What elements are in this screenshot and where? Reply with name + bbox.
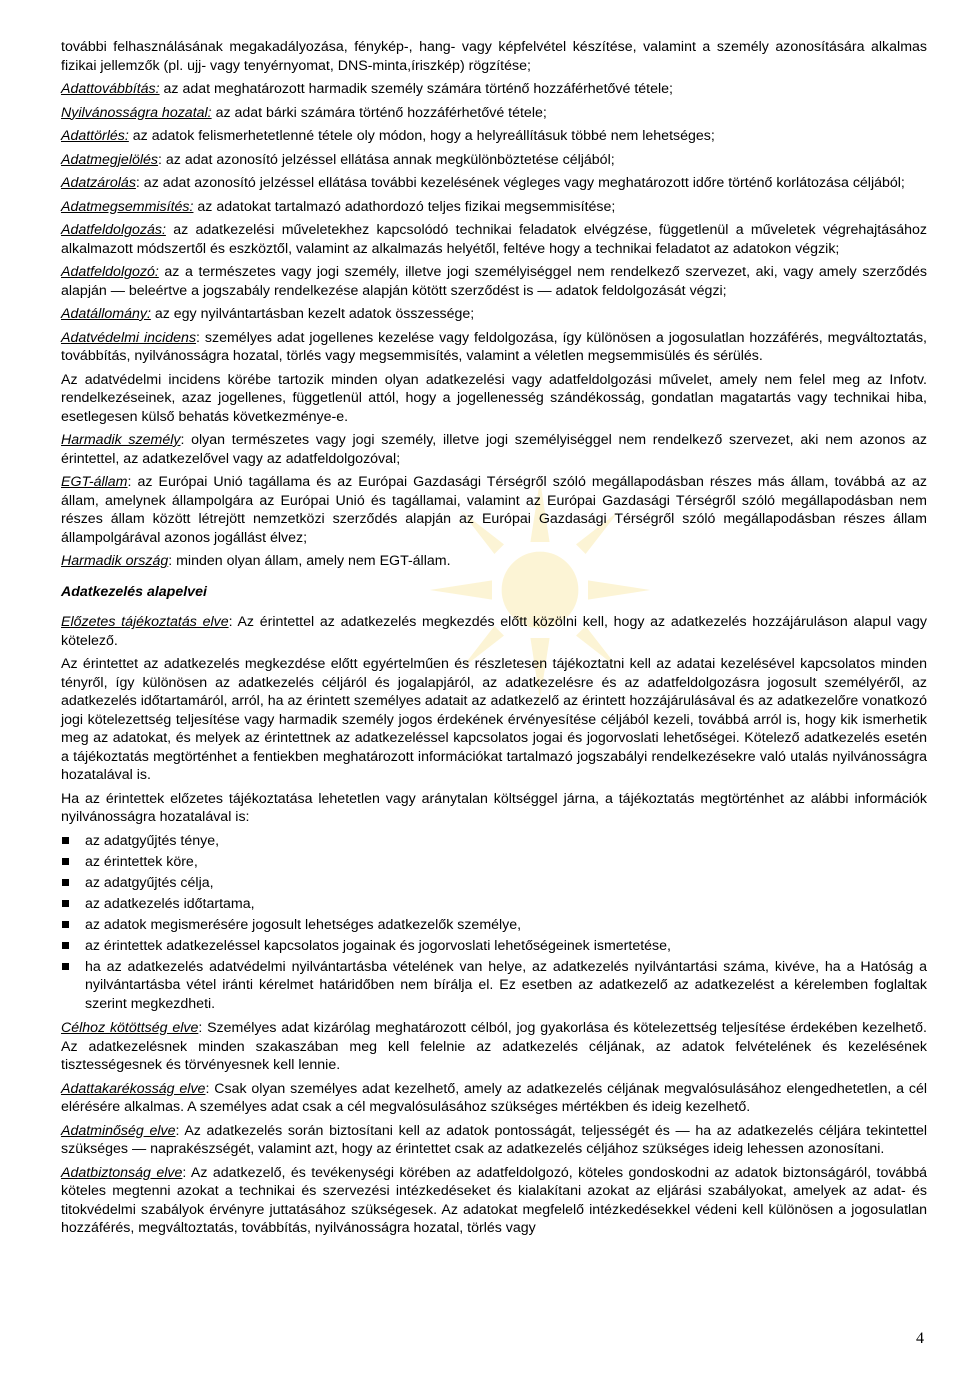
body-paragraph [61, 371, 927, 427]
definition-paragraph [61, 104, 927, 123]
paragraph-text: : Az adatkezelés során biztosítani kell az adatok pontosságát, teljességét és — ha az adatkezelés céljára tekintettel szükséges — naprakészségét, valamint azt, hogy az érintettet csak az adatkezelés céljához szükséges ideig lehessen azonosítani. [61, 1122, 927, 1157]
term-label: Harmadik ország [61, 553, 169, 569]
term-label: Előzetes tájékoztatás elve [61, 614, 229, 630]
definition-paragraph [61, 80, 927, 99]
term-label: Nyilvánosságra hozatal: [61, 104, 212, 121]
paragraph-text: az adatok felismerhetetlenné tétele oly módon, hogy a helyreállításuk többé nem lehetséges; [128, 128, 715, 144]
paragraph-text: Ha az érintettek előzetes tájékoztatása lehetetlen vagy aránytalan költséggel járna, a tájékoztatás megtörténhet az alábbi információk nyilvánosságra hozatalával is: [61, 790, 927, 825]
paragraph-text: : az Európai Unió tagállama és az Európai Gazdasági Térségről szóló megállapodásban részes más állam, továbbá az az állam, amelynek állampolgára az Európai Unió és tagállamai, valamint az Európai Gazdasági Térségről szóló megállapodásban nem részes állam között létrejött nemzetközi szerződés alapján az Európai Gazdasági Térségről szóló megállapodásban részes állam állampolgárával azonos jogállást élvez; [61, 474, 927, 546]
term-label: Adatmegjelölés [61, 151, 159, 168]
definition-paragraph [61, 305, 927, 324]
term-label: Adatminőség elve [61, 1122, 176, 1139]
list-item: az érintettek köre, [61, 853, 927, 872]
paragraph-text: : minden olyan állam, amely nem EGT-állam. [168, 553, 451, 569]
definition-paragraph [61, 127, 927, 146]
term-label: Adatfeldolgozó: [61, 264, 159, 280]
term-label: Célhoz kötöttség elve [61, 1020, 199, 1036]
term-label: Adatzárolás [61, 175, 136, 191]
principles-section [61, 1019, 927, 1238]
paragraph-text: : az adat azonosító jelzéssel ellátása további kezelésének végleges vagy meghatározott időre történő korlátozása céljából; [135, 175, 905, 191]
paragraph-text: az egy nyilvántartásban kezelt adatok összessége; [150, 306, 475, 322]
list-item: ha az adatkezelés adatvédelmi nyilvántartásba vételének van helye, az adatkezelés nyilvántartási száma, kivéve, ha a Hatóság a nyilvántartásba vétel iránti kérelmet határidőben nem bírálja el. Ez esetben az adatkezelő az adatkezelést a kérelemben foglaltak szerint megkezdheti. [61, 958, 927, 1014]
page-number: 4 [916, 1330, 924, 1347]
paragraph-text: : Az érintettel az adatkezelés megkezdés előtt közölni kell, hogy az adatkezelés hozzájáruláson alapul vagy kötelező. [61, 614, 927, 649]
paragraph-text: az adatkezelési műveletekhez kapcsolódó technikai feladatok elvégzése, függetlenül a műveletek végrehajtásához alkalmazott módszertől és eszköztől, valamint az alkalmazás helyétől, feltéve hogy a technikai feladatot az adatokon végzik; [61, 222, 927, 257]
definition-paragraph [61, 431, 927, 468]
paragraph-text: : Személyes adat kizárólag meghatározott célból, jog gyakorlása és kötelezettség teljesítése érdekében kezelhető. Az adatkezelésnek minden szakaszában meg kell felelnie az adatkezelés céljának, az adatok felvételének és kezelésének tisztességesnek és törvényesnek kell lennie. [61, 1020, 927, 1073]
definition-paragraph [61, 613, 927, 650]
definition-paragraph [61, 221, 927, 258]
definition-paragraph [61, 329, 927, 366]
paragraph-text: az adat meghatározott harmadik személy számára történő hozzáférhetővé tétele; [159, 81, 673, 97]
term-label: Adatvédelmi incidens [61, 329, 197, 346]
definitions-section [61, 38, 927, 571]
body-paragraph [61, 655, 927, 785]
definition-paragraph [61, 151, 927, 170]
list-item: az adatkezelés időtartama, [61, 895, 927, 914]
definition-paragraph [61, 473, 927, 547]
term-label: Adatmegsemmisítés: [61, 198, 194, 215]
paragraph-text: : az adat azonosító jelzéssel ellátása annak megkülönböztetése céljából; [158, 151, 615, 168]
body-paragraph [61, 38, 927, 75]
info-bullet-list [61, 832, 927, 1014]
definition-paragraph [61, 1164, 927, 1238]
term-label: Adatfeldolgozás: [61, 222, 166, 238]
paragraph-text: az adat bárki számára történő hozzáférhetővé tétele; [211, 104, 547, 121]
term-label: Adatbiztonság elve [61, 1164, 183, 1181]
definition-paragraph [61, 1122, 927, 1159]
definition-paragraph [61, 263, 927, 300]
term-label: Adattörlés: [61, 128, 129, 144]
paragraph-text: : Csak olyan személyes adat kezelhető, amely az adatkezelés céljának megvalósulásához elengedhetetlen, a cél elérésére alkalmas. A személyes adat csak a cél megvalósulásához szükséges mértékben és ideig kezelhető. [61, 1080, 927, 1115]
paragraph-text: Az adatvédelmi incidens körébe tartozik minden olyan adatkezelési vagy adatfeldolgozási művelet, amely nem felel meg az Infotv. rendelkezéseinek, azaz jogellenes, függetlenül attól, hogy a jogellenesség szándékosság, gondatlan magatartás vagy technikai hiba, esetlegesen külső behatás következménye-e. [61, 371, 927, 425]
list-item: az érintettek adatkezeléssel kapcsolatos jogainak és jogorvoslati lehetőségeinek ismertetése, [61, 937, 927, 956]
paragraph-text: : Az adatkezelő, és tevékenységi körében az adatfeldolgozó, köteles gondoskodni az adatok biztonságáról, továbbá köteles megtenni azokat a technikai és szervezési intézkedéseket és kialakítani azokat az eljárási szabályokat, amelyek az adat- és titokvédelmi szabályok érvényre juttatásához szükségesek. Az adatokat megfelelő intézkedésekkel védeni kell különösen a jogosulatlan hozzáférés, megváltoztatás, továbbítás, nyilvánosságra hozatal, törlés vagy [61, 1164, 927, 1236]
definition-paragraph [61, 1080, 927, 1117]
paragraph-text: az adatokat tartalmazó adathordozó teljes fizikai megsemmisítése; [193, 198, 616, 215]
definition-paragraph [61, 174, 927, 193]
term-label: EGT-állam [61, 474, 128, 490]
term-label: Adattakarékosság elve [61, 1080, 206, 1097]
list-item: az adatok megismerésére jogosult lehetséges adatkezelők személye, [61, 916, 927, 935]
term-label: Harmadik személy [61, 432, 181, 448]
paragraph-text: : személyes adat jogellenes kezelése vagy feldolgozása, így különösen a jogosulatlan hozzáférés, megváltoztatás, továbbítás, nyilvánosságra hozatal, törlés vagy megsemmisítés, valamint a véletlen megsemmisülés és sérülés. [61, 329, 927, 364]
paragraph-text: : olyan természetes vagy jogi személy, illetve jogi személyiséggel nem rendelkező szervezet, aki nem azonos az érintettel, az adatkezelővel vagy az adatfeldolgozóval; [61, 432, 927, 467]
term-label: Adattovábbítás: [61, 81, 160, 97]
list-item: az adatgyűjtés célja, [61, 874, 927, 893]
paragraph-text: az a természetes vagy jogi személy, illetve jogi személyiséggel nem rendelkező szervezet, aki, vagy amely szerződés alapján — beleértve a jogszabály rendelkezése alapján kötött szerződést is — adatok feldolgozását végzi; [61, 264, 927, 299]
definition-paragraph [61, 552, 927, 571]
body-paragraph [61, 790, 927, 827]
paragraph-text: további felhasználásának megakadályozása, fénykép-, hang- vagy képfelvétel készítése, valamint a személy azonosítására alkalmas fizikai jellemzők (pl. ujj- vagy tenyérnyomat, DNS-minta,íriszkép) rögzítése; [61, 39, 927, 74]
list-item: az adatgyűjtés ténye, [61, 832, 927, 851]
definition-paragraph [61, 198, 927, 217]
paragraph-text: Az érintettet az adatkezelés megkezdése előtt egyértelműen és részletesen tájékoztatni kell az adatai kezelésével kapcsolatos minden tényről, így különösen az adatkezelés céljáról és jogalapjáról, az adatkezelésre és az adatfeldolgozásra jogosult személyéről, az adatkezelés időtartamáról, arról, ha az érintett személyes adatait az adatkezelő az érintett hozzájárulásával és az adatkezelőre vonatkozó jogi kötelezettség teljesítése vagy harmadik személy jogos érdekének érvényesítése céljából kezeli, továbbá arról is, hogy kik ismerhetik meg az adatokat, és melyek az érintettnek az adatkezeléssel kapcsolatos jogai és jogorvoslati lehetőségei. Kötelező adatkezelés esetén a tájékoztatás megtörténhet a fentiekben meghatározott információkat tartalmazó jogszabályi rendelkezésekre való utalás nyilvánosságra hozatalával is. [61, 656, 927, 783]
document-page [61, 38, 927, 1243]
principles-intro [61, 613, 927, 827]
section-heading: Adatkezelés alapelvei [61, 583, 207, 600]
term-label: Adatállomány: [61, 306, 151, 322]
definition-paragraph [61, 1019, 927, 1075]
